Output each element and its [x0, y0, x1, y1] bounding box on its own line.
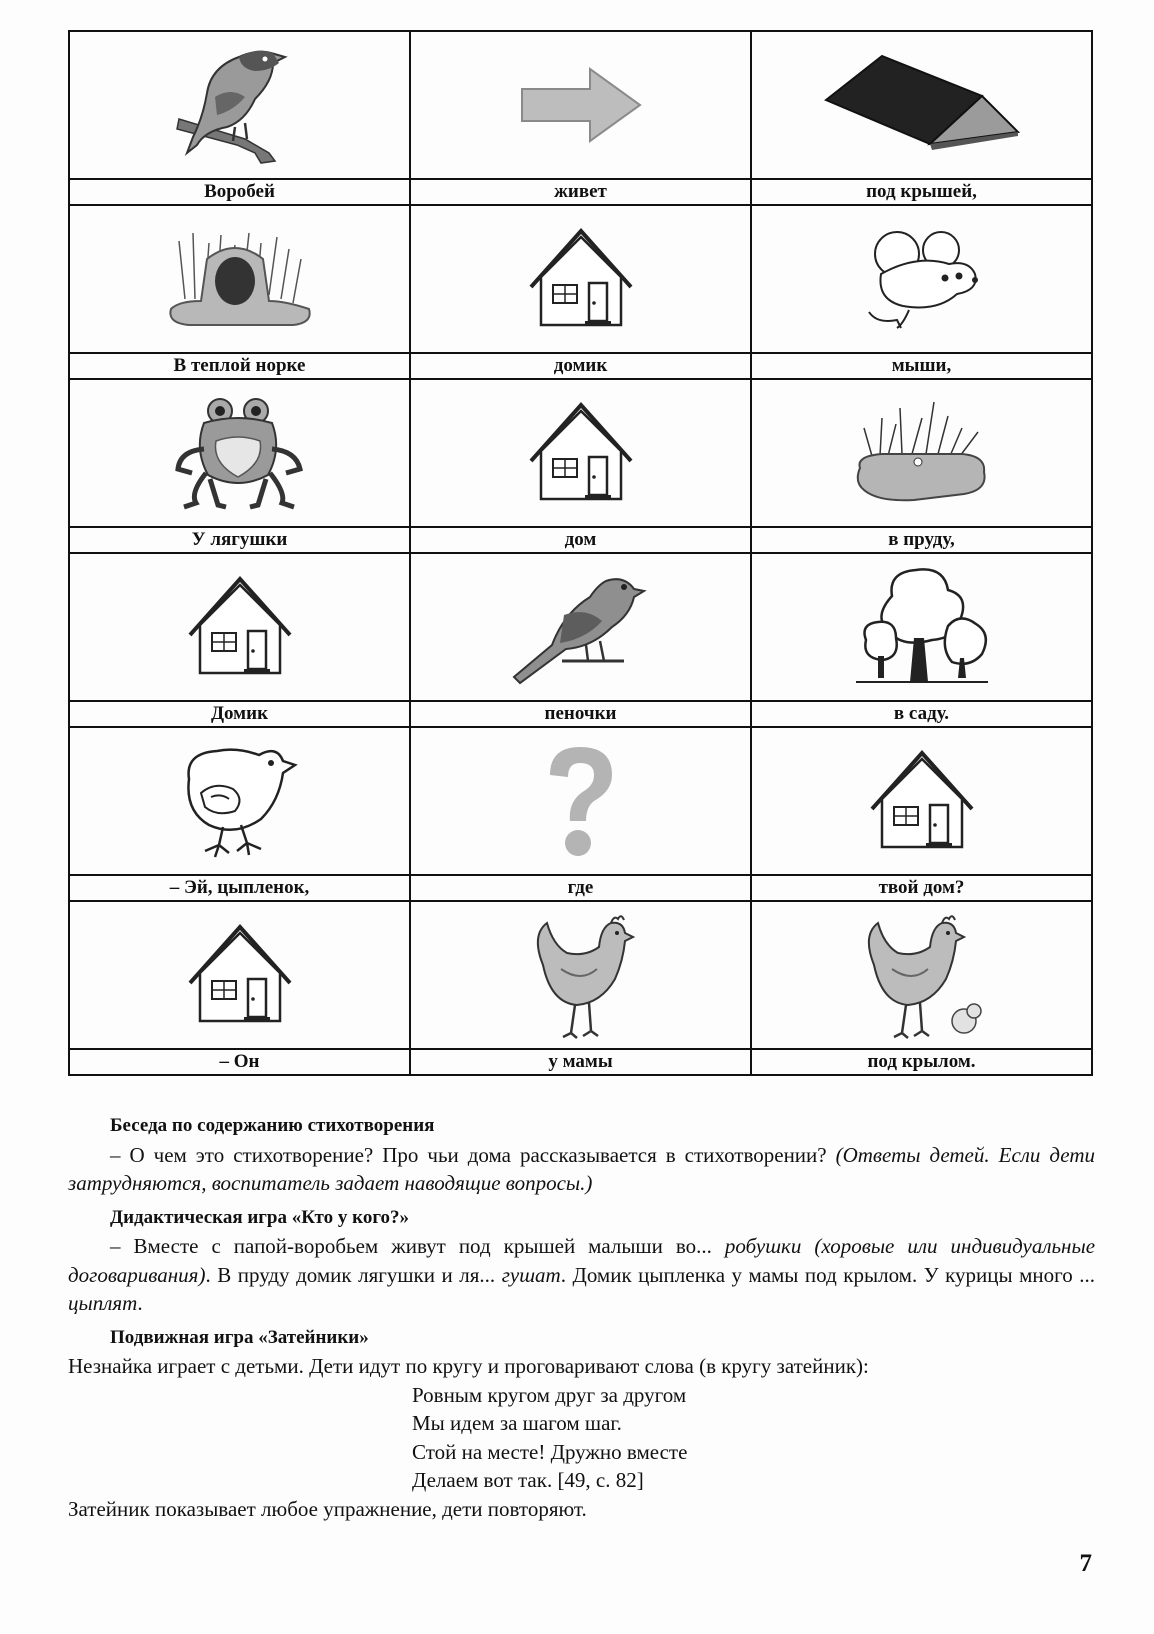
house-icon — [521, 398, 641, 508]
frog-picture-cell — [69, 379, 410, 527]
sparrow-picture-cell — [69, 31, 410, 179]
trees-picture-cell — [751, 553, 1092, 701]
outdoor-game-heading: Подвижная игра «Затейники» — [110, 1326, 369, 1348]
caption-where: где — [410, 875, 751, 901]
hen-picture-cell — [410, 901, 751, 1049]
didactic-text-4: . — [137, 1291, 143, 1315]
roof-picture-cell — [751, 31, 1092, 179]
hen-with-chick-icon — [852, 910, 992, 1040]
warbler-picture-cell — [410, 553, 751, 701]
house-icon — [862, 746, 982, 856]
caption-in-garden: в саду. — [751, 701, 1092, 727]
arrow-picture-cell — [410, 31, 751, 179]
sparrow-icon — [175, 41, 305, 169]
conversation-heading: Беседа по содержанию стихотворения — [110, 1115, 435, 1136]
caption-lives: живет — [410, 179, 751, 205]
caption-little-house: домик — [410, 353, 751, 379]
outdoor-game-outro: Затейник показывает любое упражнение, дети повторяют. — [68, 1496, 587, 1521]
verse-line-3: Стой на месте! Дружно вместе — [412, 1439, 688, 1464]
house-picture-cell — [410, 205, 751, 353]
warbler-bird-icon — [506, 567, 656, 687]
caption-little-house-2: Домик — [69, 701, 410, 727]
caption-home: дом — [410, 527, 751, 553]
mouse-picture-cell — [751, 205, 1092, 353]
caption-your-house: твой дом? — [751, 875, 1092, 901]
hen-with-chick-picture-cell — [751, 901, 1092, 1049]
burrow-picture-cell — [69, 205, 410, 353]
pond-icon — [852, 398, 992, 508]
didactic-answer-2: гушат — [501, 1262, 561, 1287]
caption-of-mouse: мыши, — [751, 353, 1092, 379]
trees-icon — [852, 562, 992, 692]
didactic-text-3: . Домик цыпленка у мамы под крылом. У курицы много ... — [560, 1262, 1096, 1287]
caption-hey-chick: – Эй, цыпленок, — [69, 875, 410, 901]
verse-line-1: Ровным кругом друг за другом — [412, 1382, 687, 1407]
mouse-icon — [857, 224, 987, 334]
conversation-note: (Ответы детей. Если дети затрудняются, воспитатель задает наводящие вопросы.) — [68, 1142, 1095, 1195]
conversation-paragraph — [68, 1141, 1095, 1198]
hen-icon — [521, 910, 641, 1040]
roof-icon — [822, 50, 1022, 160]
chick-picture-cell — [69, 727, 410, 875]
caption-warm-burrow: В теплой норке — [69, 353, 410, 379]
house-icon — [180, 572, 300, 682]
pond-picture-cell — [751, 379, 1092, 527]
house-icon — [180, 920, 300, 1030]
caption-at-mother: у мамы — [410, 1049, 751, 1075]
caption-under-wing: под крылом. — [751, 1049, 1092, 1075]
caption-in-pond: в пруду, — [751, 527, 1092, 553]
caption-he: – Он — [69, 1049, 410, 1075]
verse-line-2: Мы идем за шагом шаг. — [412, 1411, 622, 1435]
house-picture-cell-3 — [69, 553, 410, 701]
frog-icon — [170, 393, 310, 513]
caption-frog: У лягушки — [69, 527, 410, 553]
house-picture-cell-2 — [410, 379, 751, 527]
poem-picture-table — [68, 30, 1093, 1076]
didactic-game-paragraph — [68, 1232, 1095, 1318]
question-mark-icon — [536, 741, 626, 861]
arrow-right-icon — [516, 65, 646, 145]
page-number: 7 — [1079, 1550, 1092, 1577]
house-icon — [521, 224, 641, 334]
didactic-answer-3: цыплят — [68, 1291, 138, 1315]
chick-icon — [175, 741, 305, 861]
question-picture-cell — [410, 727, 751, 875]
caption-under-roof: под крышей, — [751, 179, 1092, 205]
didactic-game-heading: Дидактическая игра «Кто у кого?» — [110, 1206, 409, 1228]
conversation-question: – О чем это стихотворение? Про чьи дома рассказывается в стихотворении? — [110, 1142, 827, 1167]
house-picture-cell-5 — [69, 901, 410, 1049]
outdoor-game-intro: Незнайка играет с детьми. Дети идут по кругу и проговаривают слова (в кругу затейник): — [68, 1354, 869, 1378]
caption-warbler: пеночки — [410, 701, 751, 727]
didactic-remark: (хоровые или индивидуальные договаривания) — [68, 1234, 1096, 1287]
didactic-answer-1: робушки — [724, 1234, 802, 1258]
didactic-text-2: . В пруду домик лягушки и ля... — [205, 1262, 496, 1287]
house-picture-cell-4 — [751, 727, 1092, 875]
lesson-text — [68, 1112, 1095, 1523]
didactic-text-1: – Вместе с папой-воробьем живут под крышей малыши во... — [110, 1234, 712, 1258]
caption-sparrow: Воробей — [69, 179, 410, 205]
burrow-icon — [165, 229, 315, 329]
verse-line-4: Делаем вот так. [49, с. 82] — [412, 1468, 644, 1492]
